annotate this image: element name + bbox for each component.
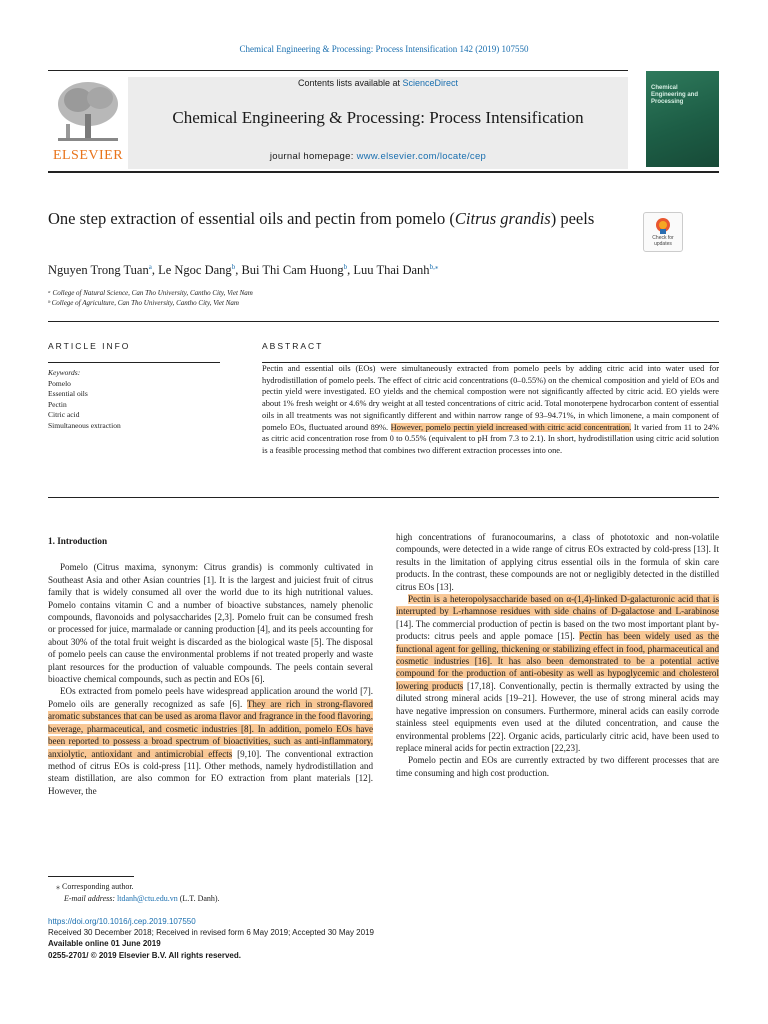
highlighted-text: They are rich in strong-flavored aromatic substances that can be used as aroma flavor and fragrance in the food flavoring, beverage, pharmaceutical, and cosmetic industries [8]. In addition, pomelo EOs have been reported to possess a broad spectrum of bioactivities, such as anti-inflammatory, anxiolytic, antioxidant and antimicrobial effects <box>48 698 373 759</box>
journal-cover-image[interactable] <box>646 71 719 167</box>
sciencedirect-link[interactable]: ScienceDirect <box>402 78 459 88</box>
author-1: Nguyen Trong Tuan <box>48 263 149 278</box>
body-column-right <box>396 531 719 779</box>
author-3: Bui Thi Cam Huong <box>241 263 344 278</box>
keyword: Essential oils <box>48 389 88 398</box>
section-heading-introduction: 1. Introduction <box>48 536 108 546</box>
doi-link[interactable]: https://doi.org/10.1016/j.cep.2019.107550 <box>48 917 196 926</box>
cover-title: Chemical Engineering and Processing <box>651 85 699 105</box>
abstract-highlight: However, pomelo pectin yield increased with citric acid concentration. <box>390 422 632 432</box>
article-title: One step extraction of essential oils and pectin from pomelo (Citrus grandis) peels <box>48 209 595 228</box>
abstract-bottom-rule <box>48 497 719 498</box>
info-divider <box>48 362 220 363</box>
keyword: Pomelo <box>48 378 71 388</box>
masthead-top-rule <box>48 70 628 71</box>
homepage-line: journal homepage: www.elsevier.com/locate/cep <box>269 151 487 162</box>
paragraph: Pomelo pectin and EOs are currently extracted by two different processes that are time consuming and high cost production. <box>396 755 719 778</box>
affiliation-b: ᵇ College of Agriculture, Can Tho University, Cantho City, Viet Nam <box>48 299 239 307</box>
check-for-updates-badge[interactable] <box>643 212 683 252</box>
journal-reference[interactable]: Chemical Engineering & Processing: Process Intensification 142 (2019) 107550 <box>239 44 529 54</box>
available-online: Available online 01 June 2019 <box>48 939 161 949</box>
contents-line: Contents lists available at ScienceDirect <box>297 78 459 88</box>
homepage-link[interactable]: www.elsevier.com/locate/cep <box>356 151 487 162</box>
affiliation-a: ᵃ College of Natural Science, Can Tho University, Cantho City, Viet Nam <box>48 289 253 297</box>
publisher-name: ELSEVIER <box>52 148 124 163</box>
highlighted-text: Pectin has been widely used as the functional agent for gelling, thickening or stabilizing effect in food, pharmaceutical and cosmetic industries [16]. It has also been demonstrated to be a potential active compound for the production of anti-obesity as well as hypoglycemic and cholesterol lowering products <box>396 631 719 691</box>
keyword: Simultaneous extraction <box>48 420 121 430</box>
highlighted-text: Pectin is a heteropolysaccharide based on α-(1,4)-linked D-galacturonic acid that is interrupted by L-rhamnose residues with side chains of D-galactose and L-arabinose <box>396 594 719 617</box>
abstract-text: Pectin and essential oils (EOs) were simultaneously extracted from pomelo peels by adding citric acid into water used for hydrodistillation of pomelo peels. The effect of citric acid concentrations (0–0.55%) on the chemical composition and yield of EOs and pectin yield were investigated. EO yields and the chemical compostion were not significantly affected by citric acid. EO yields were about 1% fresh weight or 4.6% dry weight at all tested concentrations of citric acid. Total monoterpene hydrocarbon content of essential oils in all treatments was not significantly different and within narrow range of 93–94.71%, in which limonene, a main component of pomelo EOs, fluctuated around 89%. However, pomelo pectin yield increased with citric acid concentration. It varied from 11 to 24% as citric acid concentration rose from 0 to 0.55% (equivalent to pH from 7.3 to 2.1). In short, hydrodistillation using citric acid solution is a feasible processing method that combines two different extraction processes into one. <box>262 364 719 455</box>
keywords-label: Keywords: <box>48 368 81 377</box>
paragraph: high concentrations of furanocoumarins, a class of phototoxic and non-volatile compounds, were detected in a wide range of citrus EOs extracted by cold-press [13]. It results in the limitation of applying citrus essential oils in the formula of skin care products. In the contrast, these compounds are not or negligibly detected in the distilled citrus EOs [13]. <box>396 532 719 592</box>
email-link[interactable]: ltdanh@ctu.edu.vn <box>117 893 178 903</box>
author-4: Luu Thai Danh <box>353 263 430 278</box>
footnote: ⁎ Corresponding author. E-mail address: ltdanh@ctu.edu.vn (L.T. Danh). <box>48 881 220 904</box>
masthead-bottom-rule <box>48 171 719 173</box>
journal-title: Chemical Engineering & Processing: Process Intensification <box>172 108 584 127</box>
keyword: Citric acid <box>48 410 80 419</box>
keywords-block <box>48 368 121 431</box>
badge-label: Check for updates <box>652 235 674 247</box>
received-dates: Received 30 December 2018; Received in revised form 6 May 2019; Accepted 30 May 2019 <box>48 928 374 938</box>
paragraph: Pomelo (Citrus maxima, synonym: Citrus grandis) is commonly cultivated in Southeast Asia and other Asian countries [1]. It is the largest and juiciest fruit of citrus family that is widely consumed all over the world due to its high nutritional values. Pomelo contains vitamin C and a number of bioactive substances, namely phenolic compounds, flavonoids and polysaccharides [2,3]. Pomelo fruit can be consumed fresh or processed for juice, marmalade or canning production [4], and its peels accounting for about 30% of the total fruit weight is discarded as the biological waste [5]. The disposal of pomelo peels can cause the environmental problems if not treated properly and waste plant resources for the production of valuable compounds. The peels contain several bioactive chemical compounds, such as pectin and EOs [6]. <box>48 562 373 685</box>
info-top-rule <box>48 321 719 322</box>
keyword: Pectin <box>48 399 67 409</box>
publication-info <box>48 916 374 961</box>
paragraph: Pectin is a heteropolysaccharide based on α-(1,4)-linked D-galacturonic acid that is interrupted by L-rhamnose residues with side chains of D-galactose and L-arabinose [14]. The commercial production of pectin is based on the two most important plant by-products: citrus peels and apple pomace [15]. Pectin has been widely used as the functional agent for gelling, thickening or stabilizing effect in food, pharmaceutical and cosmetic industries [16]. It has also been demonstrated to be a potential active compound for the production of anti-obesity as well as hypoglycemic and cholesterol lowering products [17,18]. Conventionally, pectin is thermally extracted by using the diluted strong mineral acids [19–21]. However, the use of strong mineral acids may have negative impression on consumers. Furthermore, mineral acids can easily corrode stainless steel equipments even used at the diluted concentration, and cause the environmental problems [22]. Organic acids, particularly citric acid, have been used to replace mineral acids for pectin extraction [22,23]. <box>396 594 719 753</box>
body-column-left <box>48 535 373 797</box>
abstract-heading: ABSTRACT <box>262 341 324 351</box>
author-2: Le Ngoc Dang <box>158 263 232 278</box>
footnote-rule <box>48 876 134 877</box>
paragraph: EOs extracted from pomelo peels have widespread application around the world [7]. Pomelo oils are generally recognized as safe [6]. They are rich in strong-flavored aromatic substances that can be used as aroma flavor and fragrance in the food flavoring, beverage, pharmaceutical, and cosmetic industries [8]. In addition, pomelo EOs have been reported to possess a broad spectrum of bioactivities, such as anti-inflammatory, anxiolytic, antioxidant and antimicrobial effects [9,10]. The conventional extraction method of citrus EOs is cold-press [11]. Other methods, namely hydrodistillation and steam distillation, are also common for EO extraction from plant materials [12]. However, the <box>48 686 373 796</box>
author-list: Nguyen Trong Tuan$^a$, Le Ngoc Dang$^b$, Bui Thi Cam Huong$^b$, Luu Thai Danh$^{b,⁎}$ <box>48 263 439 278</box>
check-updates-icon <box>655 217 671 235</box>
corresponding-author: ⁎ Corresponding author. <box>56 882 134 891</box>
copyright: 0255-2701/ © 2019 Elsevier B.V. All rights reserved. <box>48 950 241 960</box>
article-info-heading: ARTICLE INFO <box>48 341 131 351</box>
